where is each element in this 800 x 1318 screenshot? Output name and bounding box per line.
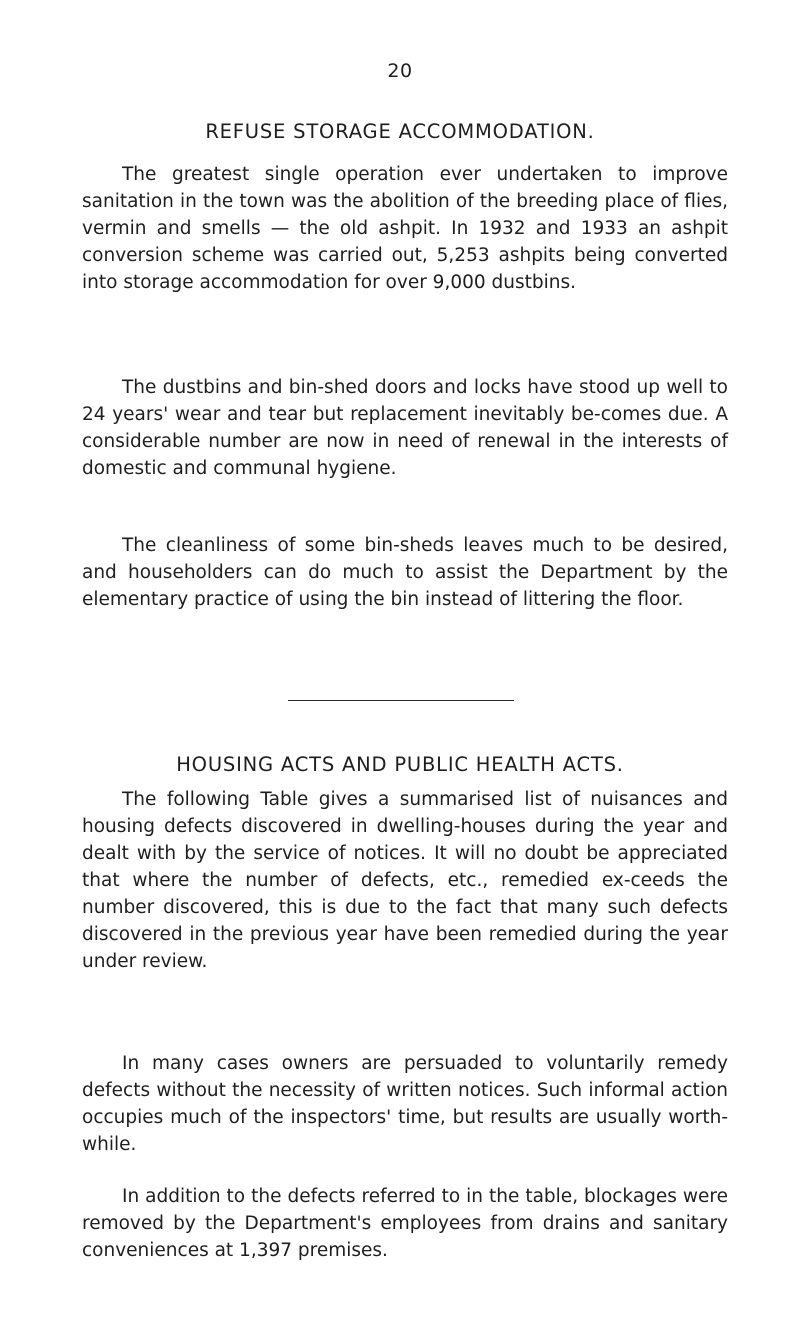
paragraph-bin-shed-cleanliness: The cleanliness of some bin-sheds leaves much to be desired, and householders can do much to assist the Department by the elementary practice of using the bin instead of littering the floor. [82, 535, 728, 610]
section-heading-refuse-storage: REFUSE STORAGE ACCOMMODATION. [205, 120, 595, 143]
section-divider [288, 700, 514, 701]
page-number: 20 [387, 60, 413, 82]
paragraph-dustbin-replacement: The dustbins and bin-shed doors and locks have stood up well to 24 years' wear and tear but replacement inevitably be-comes due. A considerable number are now in need of renewal in the interests of domestic and communal hygiene. [82, 377, 728, 479]
paragraph-informal-action: In many cases owners are persuaded to voluntarily remedy defects without the necessity of written notices. Such informal action occupies much of the inspectors' time, but results are usually worth-while. [82, 1053, 728, 1155]
paragraph-defects-table-intro: The following Table gives a summarised list of nuisances and housing defects discovered in dwelling-houses during the year and dealt with by the service of notices. It will no doubt be appreciated that where the number of defects, etc., remedied ex-ceeds the number discovered, this is due to the fact that many such defects discovered in the previous year have been remedied during the year under review. [82, 789, 728, 972]
paragraph-blockages-removed: In addition to the defects referred to in the table, blockages were removed by the Department's employees from drains and sanitary conveniences at 1,397 premises. [82, 1186, 728, 1261]
paragraph-ashpit-conversion: The greatest single operation ever undertaken to improve sanitation in the town was the abolition of the breeding place of flies, vermin and smells — the old ashpit. In 1932 and 1933 an ashpit conversion scheme was carried out, 5,253 ashpits being converted into storage accommodation for over 9,000 dustbins. [82, 164, 728, 293]
section-heading-housing-acts: HOUSING ACTS AND PUBLIC HEALTH ACTS. [176, 753, 624, 776]
